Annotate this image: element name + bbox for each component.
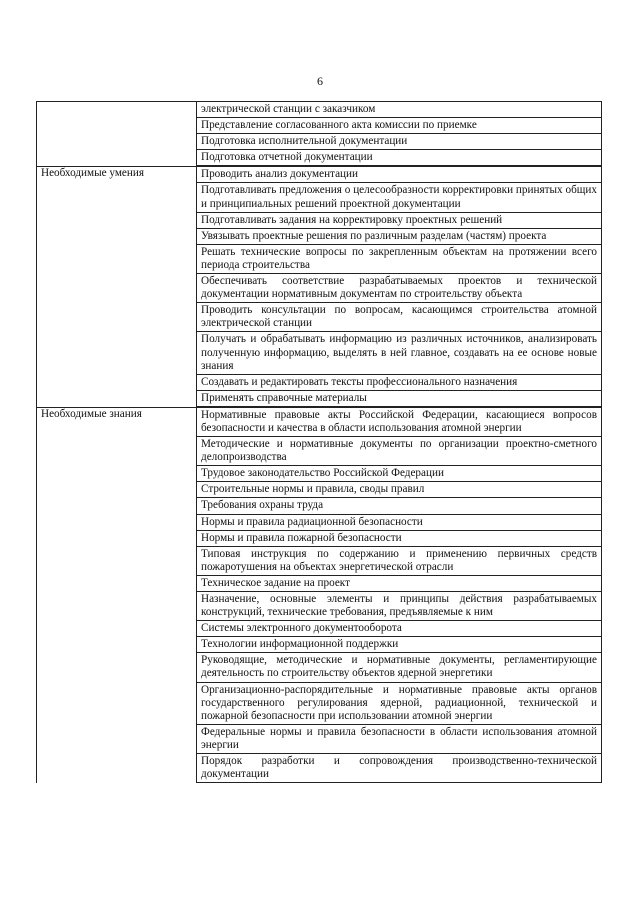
table-row: Технологии информационной поддержки (197, 637, 602, 653)
section-items (197, 408, 602, 783)
table-row: Нормы и правила пожарной безопасности (197, 531, 602, 547)
table-section-continuation (37, 102, 602, 167)
requirements-table (36, 101, 602, 783)
table-row: Получать и обрабатывать информацию из различных источников, анализировать полученную информацию, выделять в ней главное, создавать на ее основе новые знания (197, 332, 602, 374)
page-number: 6 (317, 74, 323, 88)
table-row: Применять справочные материалы (197, 391, 602, 407)
table-row: Системы электронного документооборота (197, 621, 602, 637)
section-items (197, 102, 602, 166)
section-label: Необходимые умения (37, 167, 197, 407)
table-row: Решать технические вопросы по закрепленным объектам на протяжении всего периода строительства (197, 245, 602, 274)
table-row: электрической станции с заказчиком (197, 102, 602, 118)
table-row: Порядок разработки и сопровождения производственно-технической документации (197, 754, 602, 783)
table-row: Типовая инструкция по содержанию и применению первичных средств пожаротушения на объектах энергетической отрасли (197, 547, 602, 576)
table-row: Обеспечивать соответствие разрабатываемых проектов и технической документации нормативным документам по строительству объекта (197, 274, 602, 303)
table-section-skills (37, 167, 602, 408)
table-row: Увязывать проектные решения по различным разделам (частям) проекта (197, 229, 602, 245)
table-row: Руководящие, методические и нормативные документы, регламентирующие деятельность по строительству объектов ядерной энергетики (197, 653, 602, 682)
table-row: Представление согласованного акта комиссии по приемке (197, 118, 602, 134)
table-row: Техническое задание на проект (197, 576, 602, 592)
table-row: Подготовка исполнительной документации (197, 134, 602, 150)
table-row: Проводить анализ документации (197, 167, 602, 183)
table-row: Нормативные правовые акты Российской Федерации, касающиеся вопросов безопасности и качества в области использования атомной энергии (197, 408, 602, 437)
table-row: Нормы и правила радиационной безопасности (197, 515, 602, 531)
table-row: Методические и нормативные документы по организации проектно-сметного делопроизводства (197, 437, 602, 466)
table-row: Требования охраны труда (197, 498, 602, 514)
table-row: Подготовка отчетной документации (197, 150, 602, 166)
table-row: Создавать и редактировать тексты профессионального назначения (197, 375, 602, 391)
table-row: Подготавливать задания на корректировку проектных решений (197, 213, 602, 229)
section-label (37, 102, 197, 166)
section-label: Необходимые знания (37, 408, 197, 783)
table-row: Организационно-распорядительные и нормативные правовые акты органов государственного регулирования ядерной, радиационной, технической и пожарной безопасности при использовании атомной энергии (197, 683, 602, 725)
table-row: Строительные нормы и правила, своды правил (197, 482, 602, 498)
table-row: Подготавливать предложения о целесообразности корректировки принятых общих и принципиальных решений проектной документации (197, 183, 602, 212)
table-row: Назначение, основные элементы и принципы действия разрабатываемых конструкций, технические требования, предъявляемые к ним (197, 592, 602, 621)
table-row: Трудовое законодательство Российской Федерации (197, 466, 602, 482)
table-row: Проводить консультации по вопросам, касающимся строительства атомной электрической станции (197, 303, 602, 332)
table-section-knowledge (37, 408, 602, 783)
table-row: Федеральные нормы и правила безопасности в области использования атомной энергии (197, 725, 602, 754)
section-items (197, 167, 602, 407)
